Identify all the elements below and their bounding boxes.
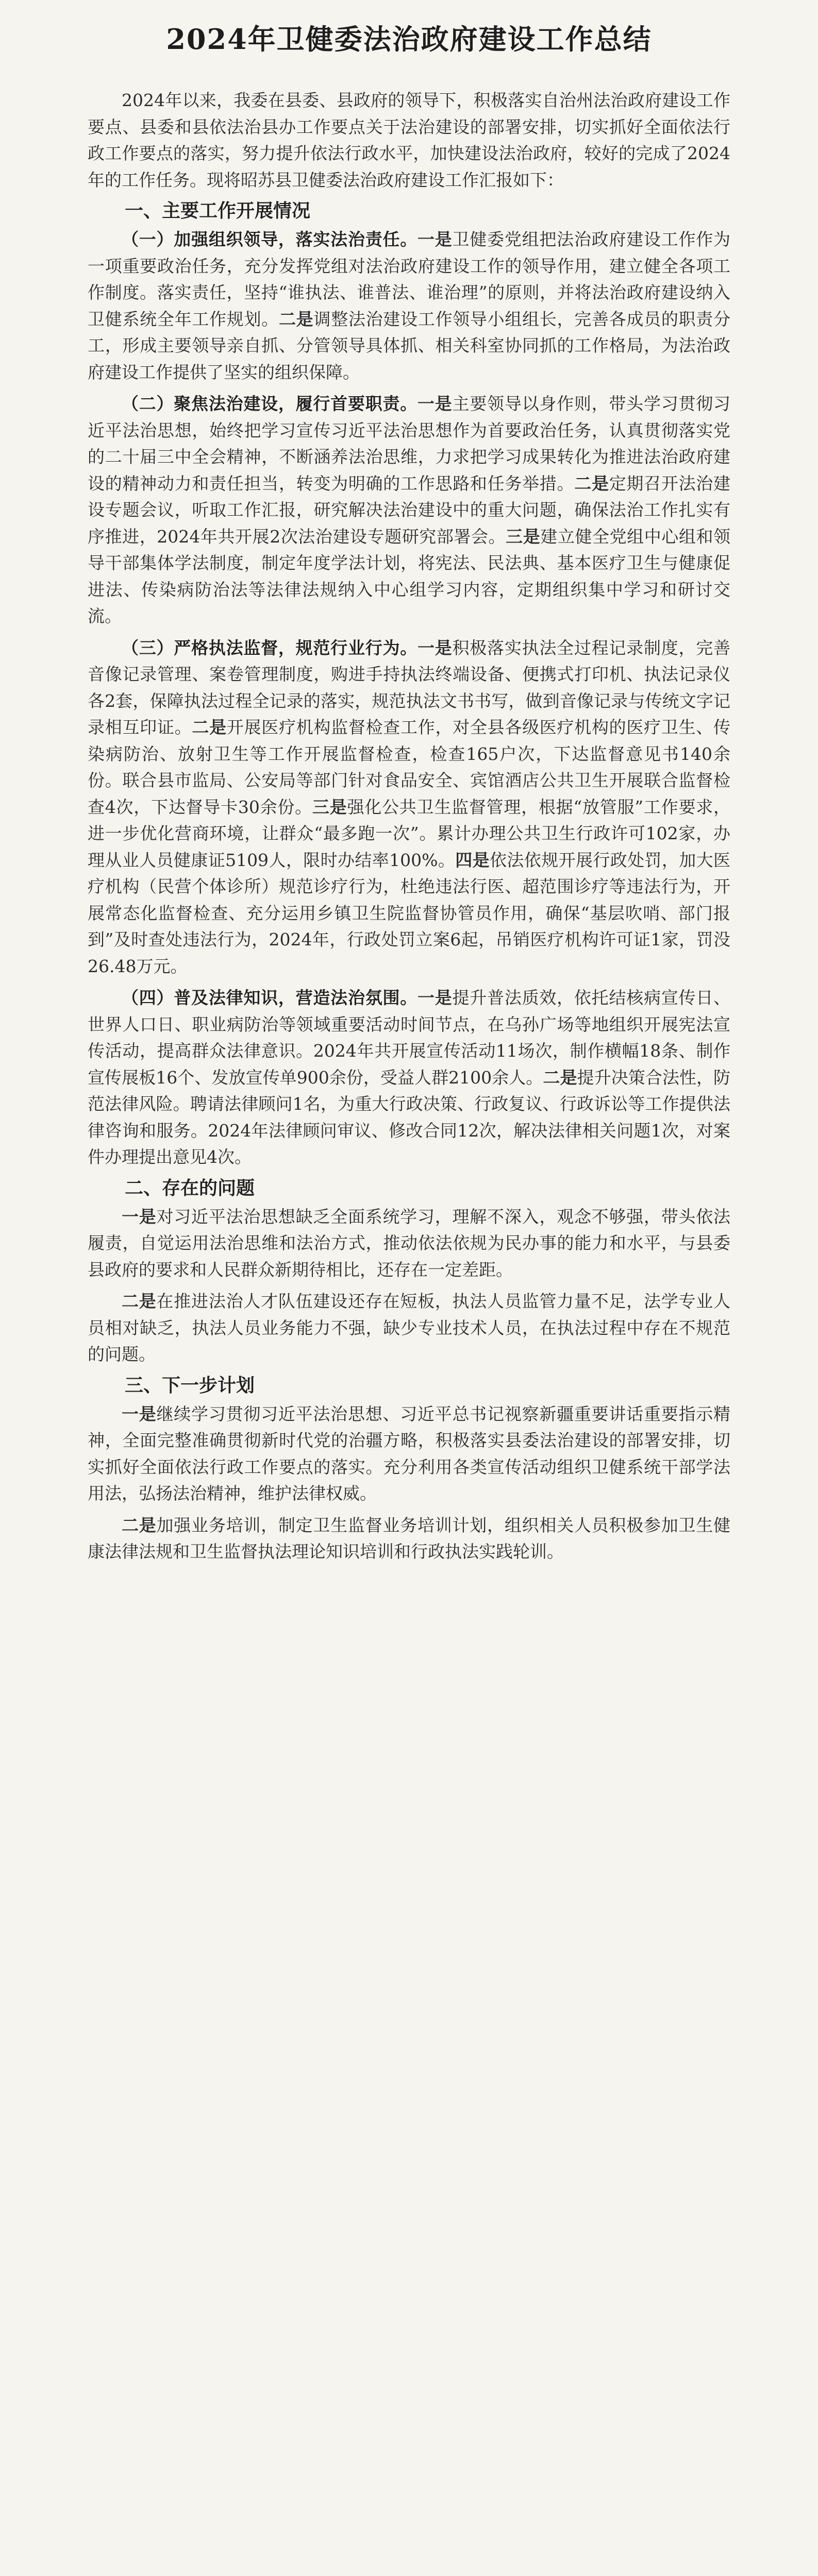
paragraph-text: 建立健全党组中心组和领导干部集体学法制度，制定年度学法计划，将宪法、民法典、基本医疗卫生与健康促进法、传染病防治法等法律法规纳入中心组学习内容，定期组织集中学习和研讨交流。 bbox=[88, 526, 731, 626]
paragraph-text: 提升普法质效，依托结核病宣传日、世界人口日、职业病防治等领域重要活动时间节点，在乌孙广场等地组织开展宪法宣传活动，提高群众法律意识。2024年共开展宣传活动11场次，制作横幅18条、制作宣传展板16个、发放宣传单900余份，受益人群2100余人。 bbox=[88, 988, 731, 1088]
point-marker: 二是 bbox=[574, 473, 609, 494]
point-marker: 三是 bbox=[312, 796, 347, 817]
point-marker: 二是 bbox=[543, 1067, 577, 1088]
point-marker: 四是 bbox=[455, 850, 490, 870]
section-heading-1: 一、主要工作开展情况 bbox=[125, 200, 311, 222]
paragraph-lead: （三）严格执法监督，规范行业行为。 bbox=[122, 637, 418, 658]
section-heading-3: 三、下一步计划 bbox=[125, 1375, 255, 1396]
paragraph-organization bbox=[88, 226, 730, 385]
paragraph-enforcement bbox=[88, 635, 730, 980]
paragraph-text: 开展医疗机构监督检查工作，对全县各级医疗机构的医疗卫生、传染病防治、放射卫生等工作开展监督检查，检查165户次，下达监督意见书140余份。联合县市监局、公安局等部门针对食品安全、宾馆酒店公共卫生开展联合监督检查4次，下达督导卡30余份。 bbox=[88, 717, 731, 817]
document-title: 2024年卫健委法治政府建设工作总结 bbox=[166, 23, 652, 56]
paragraph-plan-2 bbox=[88, 1512, 730, 1565]
point-marker: 三是 bbox=[506, 526, 541, 547]
paragraph-lead: （二）聚焦法治建设，履行首要职责。 bbox=[122, 394, 418, 414]
paragraph-text: 加强业务培训，制定卫生监督业务培训计划，组织相关人员积极参加卫生健康法律法规和卫生监督执法理论知识培训和行政执法实践轮训。 bbox=[88, 1515, 731, 1562]
point-marker: 一是 bbox=[418, 637, 453, 658]
paragraph-text: 依法依规开展行政处罚，加大医疗机构（民营个体诊所）规范诊疗行为，杜绝违法行医、超范围诊疗等违法行为，开展常态化监督检查、充分运用乡镇卫生院监督协管员作用，确保“基层吹哨、部门报到”及时查处违法行为，2024年，行政处罚立案6起，吊销医疗机构许可证1家，罚没26.48万元。 bbox=[88, 850, 731, 976]
paragraph-text: 调整法治建设工作领导小组组长，完善各成员的职责分工，形成主要领导亲自抓、分管领导具体抓、相关科室协同抓的工作格局，为法治政府建设工作提供了坚实的组织保障。 bbox=[88, 309, 731, 382]
point-marker: 一是 bbox=[122, 1403, 157, 1424]
paragraph-rule-of-law bbox=[88, 391, 730, 630]
section-heading-2: 二、存在的问题 bbox=[125, 1177, 255, 1199]
intro-paragraph: 2024年以来，我委在县委、县政府的领导下，积极落实自治州法治政府建设工作要点、县委和县依法治县办工作要点关于法治建设的部署安排，切实抓好全面依法行政工作要点的落实，努力提升依法行政水平，加快建设法治政府，较好的完成了2024年的工作任务。现将昭苏县卫健委法治政府建设工作汇报如下： bbox=[88, 90, 730, 190]
point-marker: 二是 bbox=[278, 309, 314, 329]
paragraph-text: 主要领导以身作则，带头学习贯彻习近平法治思想，始终把学习宣传习近平法治思想作为首要政治任务，认真贯彻落实党的二十届三中全会精神，不断涵养法治思维，力求把学习成果转化为推进法治政府建设的精神动力和责任担当，转变为明确的工作思路和任务举措。 bbox=[88, 394, 731, 494]
paragraph-text: 提升决策合法性，防范法律风险。聘请法律顾问1名，为重大行政决策、行政复议、行政诉讼等工作提供法律咨询和服务。2024年法律顾问审议、修改合同12次，解决法律相关问题1次，对案件办理提出意见4次。 bbox=[88, 1067, 731, 1167]
paragraph-text: 积极落实执法全过程记录制度，完善音像记录管理、案卷管理制度，购进手持执法终端设备、便携式打印机、执法记录仪各2套，保障执法过程全记录的落实，规范执法文书书写，做到音像记录与传统文字记录相互印证。 bbox=[88, 637, 731, 737]
paragraph-lead: （四）普及法律知识，营造法治氛围。 bbox=[122, 988, 418, 1008]
point-marker: 二是 bbox=[192, 717, 227, 737]
paragraph-text: 定期召开法治建设专题会议，听取工作汇报，研究解决法治建设中的重大问题，确保法治工作扎实有序推进，2024年共开展2次法治建设专题研究部署会。 bbox=[88, 473, 731, 547]
paragraph-plan-1 bbox=[88, 1401, 730, 1507]
paragraph-problem-2 bbox=[88, 1288, 730, 1368]
paragraph-problem-1 bbox=[88, 1204, 730, 1283]
point-marker: 一是 bbox=[418, 229, 453, 249]
point-marker: 一是 bbox=[418, 988, 453, 1008]
point-marker: 一是 bbox=[418, 394, 453, 414]
point-marker: 二是 bbox=[122, 1291, 157, 1311]
paragraph-legal-education bbox=[88, 985, 730, 1171]
point-marker: 二是 bbox=[122, 1515, 157, 1535]
paragraph-text: 对习近平法治思想缺乏全面系统学习，理解不深入，观念不够强，带头依法履责，自觉运用法治思维和法治方式，推动依法依规为民办事的能力和水平，与县委县政府的要求和人民群众新期待相比，还存在一定差距。 bbox=[88, 1206, 731, 1280]
paragraph-lead: （一）加强组织领导，落实法治责任。 bbox=[122, 229, 418, 249]
paragraph-text: 继续学习贯彻习近平法治思想、习近平总书记视察新疆重要讲话重要指示精神，全面完整准确贯彻新时代党的治疆方略，积极落实县委法治建设的部署安排，切实抓好全面依法行政工作要点的落实。充分利用各类宣传活动组织卫健系统干部学法用法，弘扬法治精神，维护法律权威。 bbox=[88, 1403, 731, 1503]
point-marker: 一是 bbox=[122, 1206, 157, 1227]
paragraph-text: 在推进法治人才队伍建设还存在短板，执法人员监管力量不足，法学专业人员相对缺乏，执法人员业务能力不强，缺少专业技术人员，在执法过程中存在不规范的问题。 bbox=[88, 1291, 731, 1364]
paragraph-text: 卫健委党组把法治政府建设工作作为一项重要政治任务，充分发挥党组对法治政府建设工作的领导作用，建立健全各项工作制度。落实责任，坚持“谁执法、谁普法、谁治理”的原则，并将法治政府建设纳入卫健系统全年工作规划。 bbox=[88, 229, 731, 329]
paragraph-text: 强化公共卫生监督管理，根据“放管服”工作要求，进一步优化营商环境，让群众“最多跑一次”。累计办理公共卫生行政许可102家，办理从业人员健康证5109人，限时办结率100%。 bbox=[88, 796, 730, 870]
